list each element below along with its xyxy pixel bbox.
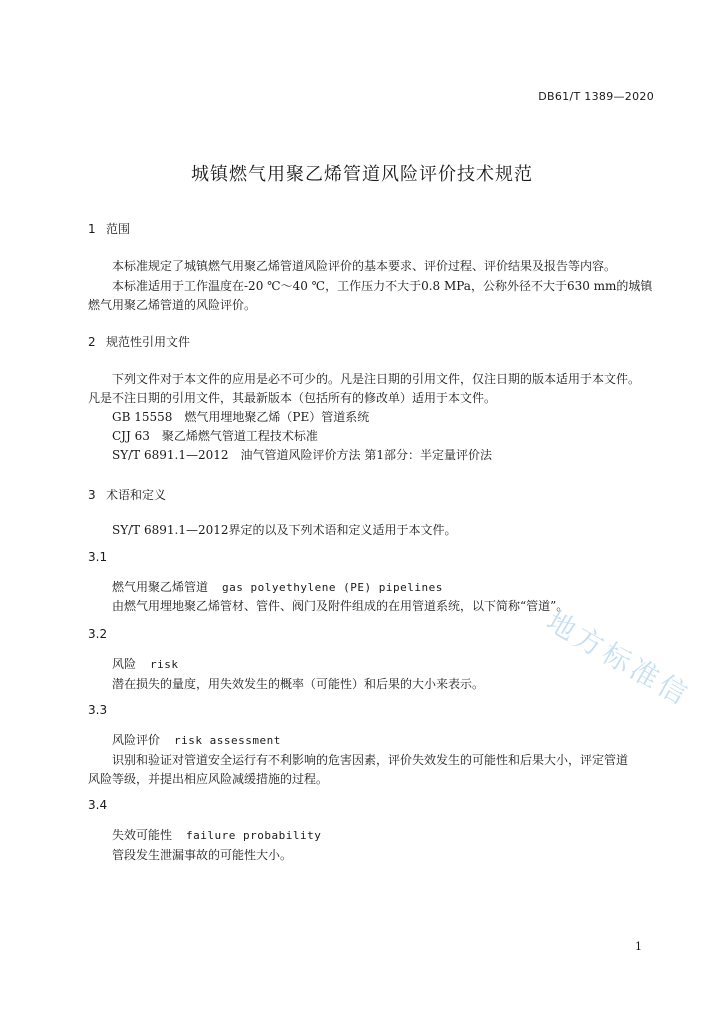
section-number: 2 bbox=[88, 335, 96, 349]
term-en: risk assessment bbox=[174, 734, 281, 747]
page-number: 1 bbox=[635, 940, 642, 953]
term-definition: 管段发生泄漏事故的可能性大小。 bbox=[112, 848, 293, 862]
scope-paragraph-2-line-2: 燃气用聚乙烯管道的风险评价。 bbox=[88, 298, 257, 312]
reference-item: SY/T 6891.1—2012 油气管道风险评价方法 第1部分：半定量评价法 bbox=[112, 448, 492, 462]
term-en: risk bbox=[150, 658, 179, 671]
term-number: 3.4 bbox=[88, 798, 108, 812]
term-cn: 燃气用聚乙烯管道 bbox=[112, 580, 209, 594]
section-title: 规范性引用文件 bbox=[106, 335, 191, 349]
section-heading-references bbox=[88, 333, 190, 350]
term-title bbox=[112, 655, 179, 672]
term-number: 3.1 bbox=[88, 550, 108, 564]
term-title bbox=[112, 578, 443, 595]
term-number: 3.2 bbox=[88, 627, 108, 641]
terms-intro: SY/T 6891.1—2012界定的以及下列术语和定义适用于本文件。 bbox=[112, 523, 457, 537]
term-cn: 风险评价 bbox=[112, 733, 161, 747]
term-title bbox=[112, 731, 281, 748]
section-number: 3 bbox=[88, 488, 96, 502]
term-number: 3.3 bbox=[88, 703, 108, 717]
term-definition: 潜在损失的量度，用失效发生的概率（可能性）和后果的大小来表示。 bbox=[112, 677, 485, 691]
term-definition-line-1: 识别和验证对管道安全运行有不利影响的危害因素，评价失效发生的可能性和后果大小，评定管道 bbox=[112, 753, 629, 767]
section-title: 术语和定义 bbox=[106, 488, 167, 502]
scope-paragraph-1: 本标准规定了城镇燃气用聚乙烯管道风险评价的基本要求、评价过程、评价结果及报告等内容。 bbox=[112, 259, 617, 273]
term-en: gas polyethylene (PE) pipelines bbox=[222, 581, 443, 594]
references-intro-line-2: 凡是不注日期的引用文件，其最新版本（包括所有的修改单）适用于本文件。 bbox=[88, 391, 497, 405]
term-title bbox=[112, 826, 321, 843]
section-title: 范围 bbox=[106, 222, 131, 236]
watermark: 地方标准信 bbox=[541, 604, 697, 713]
term-cn: 风险 bbox=[112, 657, 137, 671]
page-title: 城镇燃气用聚乙烯管道风险评价技术规范 bbox=[191, 164, 533, 185]
term-definition-line-2: 风险等级，并提出相应风险减缓措施的过程。 bbox=[88, 772, 329, 786]
scope-paragraph-2-line-1: 本标准适用于工作温度在-20 ℃～40 ℃，工作压力不大于0.8 MPa，公称外径不大于630 mm的城镇 bbox=[112, 279, 653, 293]
section-heading-terms bbox=[88, 486, 166, 503]
references-intro-line-1: 下列文件对于本文件的应用是必不可少的。凡是注日期的引用文件，仅注日期的版本适用于本文件。 bbox=[112, 372, 641, 386]
section-heading-scope bbox=[88, 220, 130, 237]
term-cn: 失效可能性 bbox=[112, 828, 173, 842]
term-definition: 由燃气用埋地聚乙烯管材、管件、阀门及附件组成的在用管道系统，以下简称“管道”。 bbox=[112, 599, 569, 613]
reference-item: CJJ 63 聚乙烯燃气管道工程技术标准 bbox=[112, 429, 318, 443]
term-en: failure probability bbox=[186, 829, 322, 842]
section-number: 1 bbox=[88, 222, 96, 236]
standard-code: DB61/T 1389—2020 bbox=[538, 90, 654, 103]
reference-item: GB 15558 燃气用埋地聚乙烯（PE）管道系统 bbox=[112, 410, 370, 424]
